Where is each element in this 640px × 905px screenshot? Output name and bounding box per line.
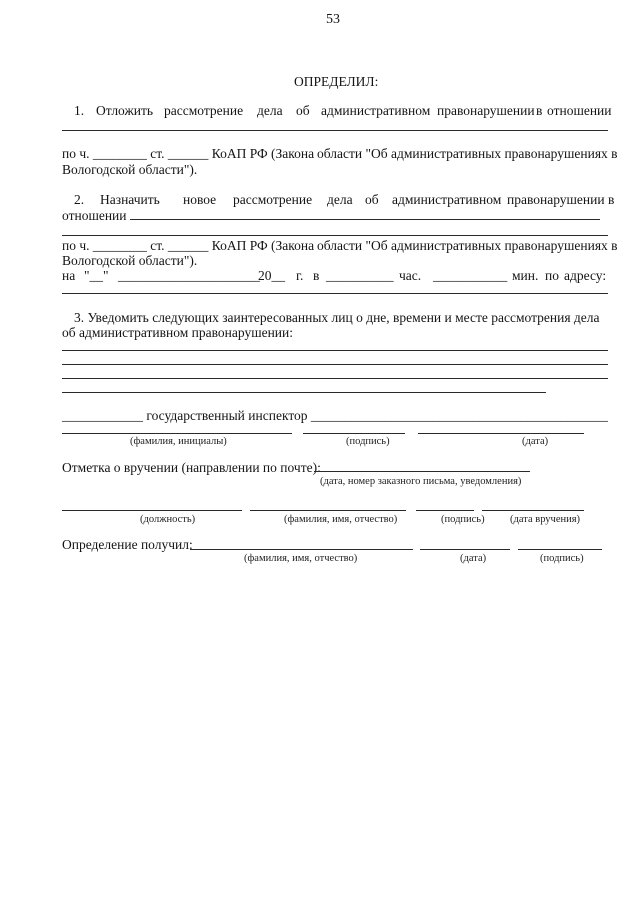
caption: (фамилия, имя, отчество) — [244, 553, 358, 564]
fill-line — [518, 549, 602, 550]
page-number: 53 — [326, 12, 340, 27]
fill-line — [62, 293, 608, 294]
item2-line-b-right: области "Об административных правонарушениях в — [317, 238, 618, 253]
item2-line-a: отношении — [62, 208, 127, 223]
fill-line — [482, 510, 584, 511]
item1-word: рассмотрение — [164, 103, 244, 118]
item3-line-a: 3. Уведомить следующих заинтересованных лиц о дне, времени и месте рассмотрения дела — [74, 310, 600, 325]
fill-line — [190, 549, 413, 550]
caption: (подпись) — [540, 553, 584, 564]
inspector-line: ____________ государственный инспектор ____________________________________________ — [62, 408, 608, 423]
caption: (подпись) — [441, 514, 485, 525]
received-label: Определение получил: — [62, 537, 193, 552]
item1-number: 1. — [74, 103, 85, 118]
fill-line — [62, 433, 292, 434]
item2-word: об — [365, 192, 379, 207]
fill-line — [62, 235, 608, 236]
item2-word: правонарушении в — [507, 192, 615, 207]
item2-date-part: в — [313, 268, 320, 283]
item2-line-b-left: по ч. ________ ст. ______ КоАП РФ (Закона — [62, 238, 315, 253]
item2-date-part: 20__ — [258, 268, 285, 283]
caption: (дата) — [460, 553, 487, 564]
item2-date-part: г. — [296, 268, 304, 283]
item3-line-b: об административном правонарушении: — [62, 325, 294, 340]
item2-date-part: час. — [399, 268, 422, 283]
item2-word: Назначить — [100, 192, 160, 207]
item1-word: об — [296, 103, 310, 118]
item1-line-b: Вологодской области"). — [62, 162, 198, 177]
fill-line — [314, 471, 530, 472]
caption: (должность) — [140, 514, 196, 525]
fill-line — [416, 510, 474, 511]
caption: (дата, номер заказного письма, уведомления) — [320, 476, 522, 487]
item2-word: дела — [327, 192, 353, 207]
item2-date-part: по — [545, 268, 559, 283]
fill-line — [62, 350, 608, 351]
item2-date-part: адресу: — [564, 268, 607, 283]
item1-line-a-left: по ч. ________ ст. ______ КоАП РФ (Закона — [62, 146, 315, 161]
item2-word: рассмотрение — [233, 192, 313, 207]
item2-date-part: ___________ — [433, 268, 508, 283]
fill-line — [418, 433, 584, 434]
delivery-label: Отметка о вручении (направлении по почте): — [62, 460, 321, 475]
item2-line-c: Вологодской области"). — [62, 253, 198, 268]
caption: (фамилия, имя, отчество) — [284, 514, 398, 525]
fill-line — [420, 549, 510, 550]
fill-line — [303, 433, 405, 434]
caption: (дата) — [522, 436, 549, 447]
item1-word: административном — [321, 103, 431, 118]
item1-word: отношении — [547, 103, 612, 118]
fill-line — [130, 219, 600, 220]
item2-word: новое — [183, 192, 217, 207]
item1-word: правонарушении — [437, 103, 535, 118]
item2-word: административном — [392, 192, 502, 207]
item2-date-part: _____________________ — [118, 268, 260, 283]
section-heading: ОПРЕДЕЛИЛ: — [294, 74, 379, 89]
item1-word: дела — [257, 103, 283, 118]
fill-line — [62, 130, 608, 131]
item2-date-part: на — [62, 268, 76, 283]
item2-date-part: "__" — [84, 268, 109, 283]
item1-line-a-right: области "Об административных правонарушениях в — [317, 146, 618, 161]
caption: (подпись) — [346, 436, 390, 447]
item2-date-part: __________ — [326, 268, 394, 283]
fill-line — [62, 364, 608, 365]
item2-date-part: мин. — [512, 268, 539, 283]
fill-line — [62, 392, 546, 393]
caption: (дата вручения) — [510, 514, 581, 525]
fill-line — [62, 510, 242, 511]
item1-word: в — [536, 103, 543, 118]
item2-number: 2. — [74, 192, 85, 207]
fill-line — [250, 510, 406, 511]
fill-line — [62, 378, 608, 379]
caption: (фамилия, инициалы) — [130, 436, 227, 447]
item1-word: Отложить — [96, 103, 154, 118]
